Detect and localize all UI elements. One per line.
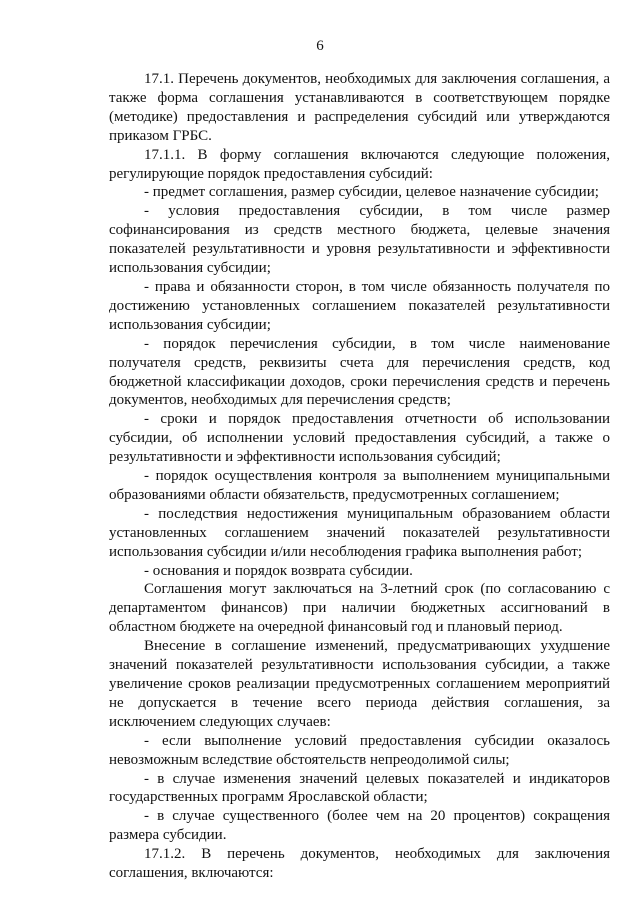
paragraph-17-1-2: 17.1.2. В перечень документов, необходимых для заключения соглашения, включаются: [109, 846, 610, 882]
page-number: 6 [316, 38, 324, 54]
paragraph-17-1-1: 17.1.1. В форму соглашения включаются следующие положения, регулирующие порядок предоставления субсидий: [109, 146, 610, 182]
list-item: - порядок осуществления контроля за выполнением муниципальными образованиями области обязательств, предусмотренных соглашением; [109, 468, 610, 503]
list-item: - права и обязанности сторон, в том числе обязанность получателя по достижению установленных соглашением показателей результативности использования субсидии; [109, 278, 610, 333]
list-item: - последствия недостижения муниципальным образованием области установленных соглашением значений показателей результативности использования субсидии и/или несоблюдения графика выполнения работ; [109, 505, 610, 560]
list-item: - если выполнение условий предоставления субсидии оказалось невозможным вследствие обстоятельств непреодолимой силы; [109, 732, 610, 768]
paragraph-17-1: 17.1. Перечень документов, необходимых для заключения соглашения, а также форма соглашения устанавливаются в соответствующем порядке (методике) предоставления и распределения субсидий или утверждаются приказом ГРБС. [109, 71, 610, 144]
list-item: - в случае существенного (более чем на 20 процентов) сокращения размера субсидии. [109, 808, 610, 844]
document-body [109, 70, 610, 883]
list-item: - порядок перечисления субсидии, в том числе наименование получателя средств, реквизиты счета для перечисления средств, код бюджетной классификации доходов, сроки перечисления средств и перечень документов, необходимых для перечисления средств; [109, 335, 610, 409]
list-item: - сроки и порядок предоставления отчетности об использовании субсидии, об исполнении условий предоставления субсидий, а также о результативности и эффективности использования субсидий; [109, 411, 610, 466]
list-item: - основания и порядок возврата субсидии. [144, 562, 413, 579]
list-item: - предмет соглашения, размер субсидии, целевое назначение субсидии; [144, 184, 599, 201]
paragraph-amendments: Внесение в соглашение изменений, предусматривающих ухудшение значений показателей результативности использования субсидии, а также увеличение сроков реализации предусмотренных соглашением мероприятий не допускается в течение всего периода действия соглашения, за исключением следующих случаев: [109, 638, 610, 730]
list-item: - в случае изменения значений целевых показателей и индикаторов государственных программ Ярославской области; [109, 770, 610, 806]
list-item: - условия предоставления субсидии, в том числе размер софинансирования из средств местного бюджета, целевые значения показателей результативности и уровня результативности и эффективности использования субсидии; [109, 203, 610, 277]
paragraph-agreement-term: Соглашения могут заключаться на 3-летний срок (по согласованию с департаментом финансов) при наличии бюджетных ассигнований в областном бюджете на очередной финансовый год и плановый период. [109, 581, 610, 636]
